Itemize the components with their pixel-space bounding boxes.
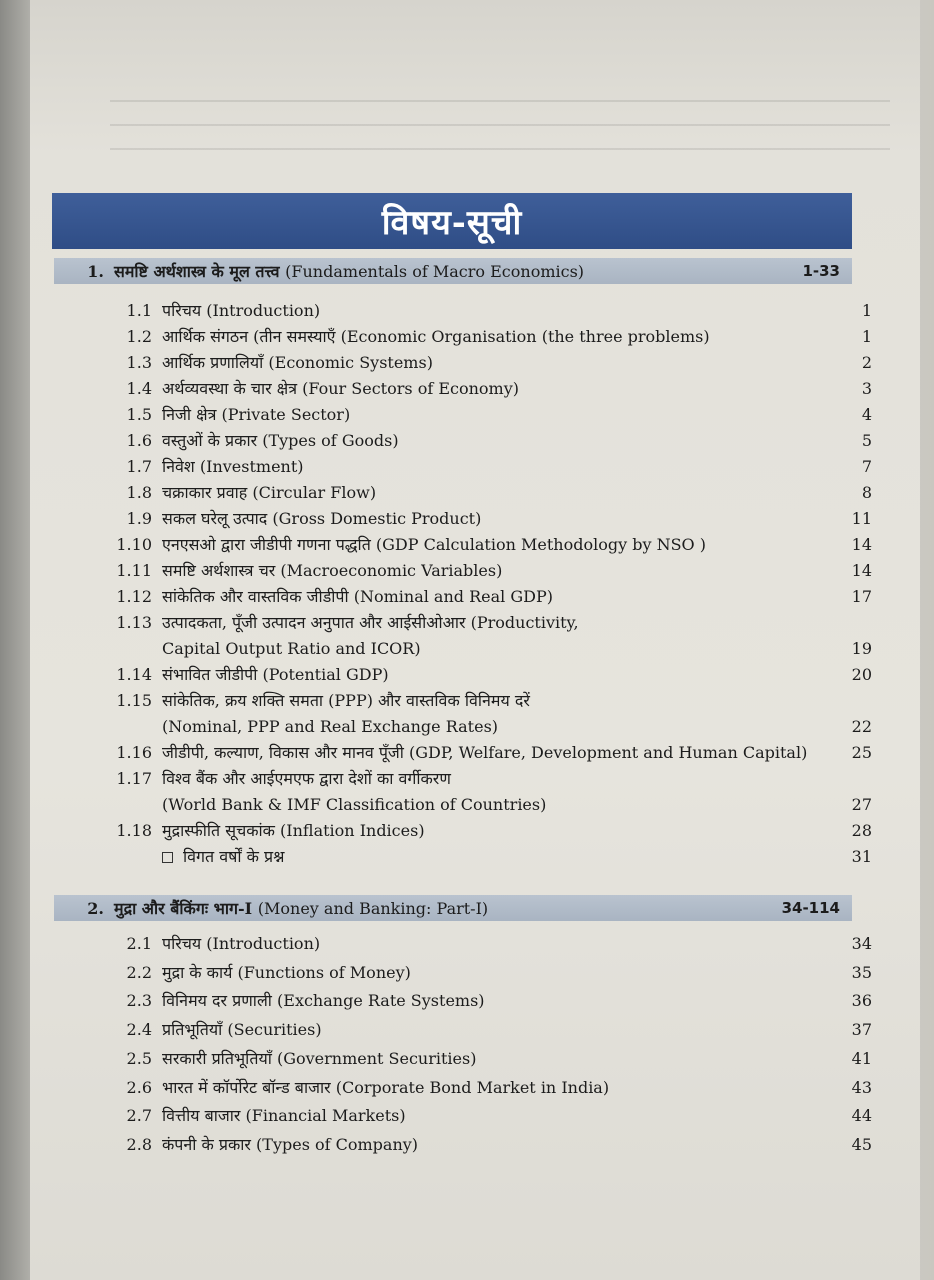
entry-title-text: चक्राकार प्रवाह (Circular Flow) [162,483,377,502]
entry-number: 1.1 [126,301,152,320]
entry-number: 1.13 [116,613,152,632]
entry-page-number: 2 [861,353,872,372]
entry-number: 1.8 [126,483,152,502]
entry-title [162,691,792,711]
entry-title [162,717,792,737]
entry-page-number: 14 [851,535,872,554]
entry-number: 2.8 [126,1134,152,1154]
entry-number: 1.7 [126,457,152,476]
entry-title-text: निवेश (Investment) [162,457,304,476]
entry-title [162,535,792,555]
entry-title-text: सांकेतिक और वास्तविक जीडीपी (Nominal and Real GDP) [162,587,553,606]
entry-title [162,934,792,954]
entry-title [162,587,792,607]
entry-page-number: 45 [851,1134,872,1154]
entry-title [162,1049,792,1069]
entry-number: 1.16 [116,743,152,762]
chapter-number: 2. [87,898,104,918]
entry-number: 1.15 [116,691,152,710]
entry-page-number: 44 [851,1106,872,1126]
entry-title [162,1020,792,1040]
chapter-title-hindi: समष्टि अर्थशास्त्र के मूल तत्त्व [114,262,286,281]
square-bullet-icon [162,852,173,863]
entry-number: 2.2 [126,962,152,982]
chapter-heading[interactable] [54,895,852,921]
entry-title-text: वस्तुओं के प्रकार (Types of Goods) [162,431,399,450]
entry-title [162,405,792,425]
entry-number: 2.7 [126,1106,152,1126]
entry-title-text: उत्पादकता, पूँजी उत्पादन अनुपात और आईसीओआर (Productivity, [162,613,579,632]
entry-page-number: 14 [851,561,872,580]
entry-title [162,991,792,1011]
entry-page-number: 37 [851,1020,872,1040]
entry-number: 1.10 [116,535,152,554]
entry-title-text: वित्तीय बाजार (Financial Markets) [162,1106,406,1126]
chapter-heading[interactable] [54,258,852,284]
entry-title-text: अर्थव्यवस्था के चार क्षेत्र (Four Sectors of Economy) [162,379,519,398]
entry-title [162,847,792,867]
entry-page-number: 43 [851,1077,872,1097]
entry-page-number: 11 [851,509,872,528]
entry-number: 2.6 [126,1077,152,1097]
entry-number: 1.9 [126,509,152,528]
entry-number: 2.1 [126,934,152,953]
entry-page-number: 27 [851,795,872,814]
entry-title-text: विनिमय दर प्रणाली (Exchange Rate Systems) [162,991,485,1011]
entry-page-number: 22 [851,717,872,736]
entry-title [162,301,792,321]
chapter-page-range: 1-33 [802,262,840,280]
entry-title [162,963,792,983]
entry-number: 1.14 [116,665,152,684]
entry-title-text: जीडीपी, कल्याण, विकास और मानव पूँजी (GDP, Welfare, Development and Human Capital) [162,743,808,762]
entry-title-text: आर्थिक प्रणालियाँ (Economic Systems) [162,353,433,372]
entry-title-text: निजी क्षेत्र (Private Sector) [162,405,351,424]
entry-page-number: 1 [861,327,872,346]
entry-page-number: 17 [851,587,872,606]
entry-number: 1.4 [126,379,152,398]
chapter-title-english: (Money and Banking: Part-I) [257,899,489,918]
entry-page-number: 20 [851,665,872,684]
entry-title-text: सांकेतिक, क्रय शक्ति समता (PPP) और वास्तविक विनिमय दरें [162,691,530,710]
entry-number: 2.5 [126,1048,152,1068]
entry-page-number: 34 [851,934,872,953]
entry-page-number: 19 [851,639,872,658]
show-through-text [110,100,890,190]
chapter-title-english: (Fundamentals of Macro Economics) [285,262,585,281]
chapter-number: 1. [87,261,104,281]
entry-page-number: 31 [851,847,872,866]
entry-page-number: 25 [851,743,872,762]
entry-page-number: 36 [851,991,872,1011]
entry-page-number: 4 [861,405,872,424]
entry-page-number: 28 [851,821,872,840]
chapter-title [114,260,730,282]
chapter-page-range: 34-114 [781,899,840,917]
entry-title [162,1106,792,1126]
page-title: विषय-सूची [381,203,523,243]
entry-title [162,509,792,529]
chapter-title-hindi: मुद्रा और बैंकिंगः भाग-I [114,899,258,918]
entry-title-text: विगत वर्षों के प्रश्न [183,847,285,866]
entry-title-text: परिचय (Introduction) [162,301,321,320]
entry-title [162,431,792,451]
entry-title-text: (World Bank & IMF Classification of Countries) [162,795,547,814]
entry-title [162,483,792,503]
entry-title [162,379,792,399]
entry-title [162,821,792,841]
entry-title [162,327,792,347]
chapter-title [114,897,730,919]
entry-title [162,795,792,815]
entry-number: 1.3 [126,353,152,372]
entry-page-number: 41 [851,1048,872,1068]
entry-title-text: विश्व बैंक और आईएमएफ द्वारा देशों का वर्गीकरण [162,769,451,788]
entry-title-text: सरकारी प्रतिभूतियाँ (Government Securities) [162,1048,477,1068]
entry-page-number: 1 [861,301,872,320]
entry-number: 1.17 [116,769,152,788]
entry-title [162,665,792,685]
entry-page-number: 8 [861,483,872,502]
entry-title-text: संभावित जीडीपी (Potential GDP) [162,665,389,684]
entry-number: 2.4 [126,1020,152,1040]
entry-title [162,769,792,789]
entry-title [162,1135,792,1155]
entry-title [162,1078,792,1098]
entry-title [162,457,792,477]
entry-number: 1.18 [116,821,152,840]
entry-title [162,561,792,581]
entry-title [162,639,792,659]
entry-title-text: एनएसओ द्वारा जीडीपी गणना पद्धति (GDP Calculation Methodology by NSO ) [162,535,706,554]
entry-number: 1.6 [126,431,152,450]
entry-number: 1.5 [126,405,152,424]
entry-title-text: कंपनी के प्रकार (Types of Company) [162,1134,419,1154]
entry-page-number: 7 [861,457,872,476]
entry-title-text: Capital Output Ratio and ICOR) [162,639,421,658]
entry-page-number: 5 [861,431,872,450]
entry-title-text: (Nominal, PPP and Real Exchange Rates) [162,717,499,736]
entry-number: 2.3 [126,991,152,1011]
entry-title-text: परिचय (Introduction) [162,934,321,953]
entry-title-text: मुद्रा के कार्य (Functions of Money) [162,962,411,982]
entry-page-number: 35 [851,962,872,982]
entry-number: 1.11 [116,561,152,580]
entry-title-text: भारत में कॉर्पोरेट बॉन्ड बाजार (Corporate Bond Market in India) [162,1077,610,1097]
title-banner [52,193,852,249]
entry-title [162,613,792,633]
entry-number: 1.12 [116,587,152,606]
entry-title-text: समष्टि अर्थशास्त्र चर (Macroeconomic Variables) [162,561,503,580]
entry-page-number: 3 [861,379,872,398]
entry-title-text: सकल घरेलू उत्पाद (Gross Domestic Product) [162,509,482,528]
entry-title-text: मुद्रास्फीति सूचकांक (Inflation Indices) [162,821,425,840]
entry-number: 1.2 [126,327,152,346]
entry-title-text: आर्थिक संगठन (तीन समस्याएँ (Economic Organisation (the three problems) [162,327,710,346]
entry-title [162,743,808,763]
entry-title-text: प्रतिभूतियाँ (Securities) [162,1020,322,1040]
entry-title [162,353,792,373]
